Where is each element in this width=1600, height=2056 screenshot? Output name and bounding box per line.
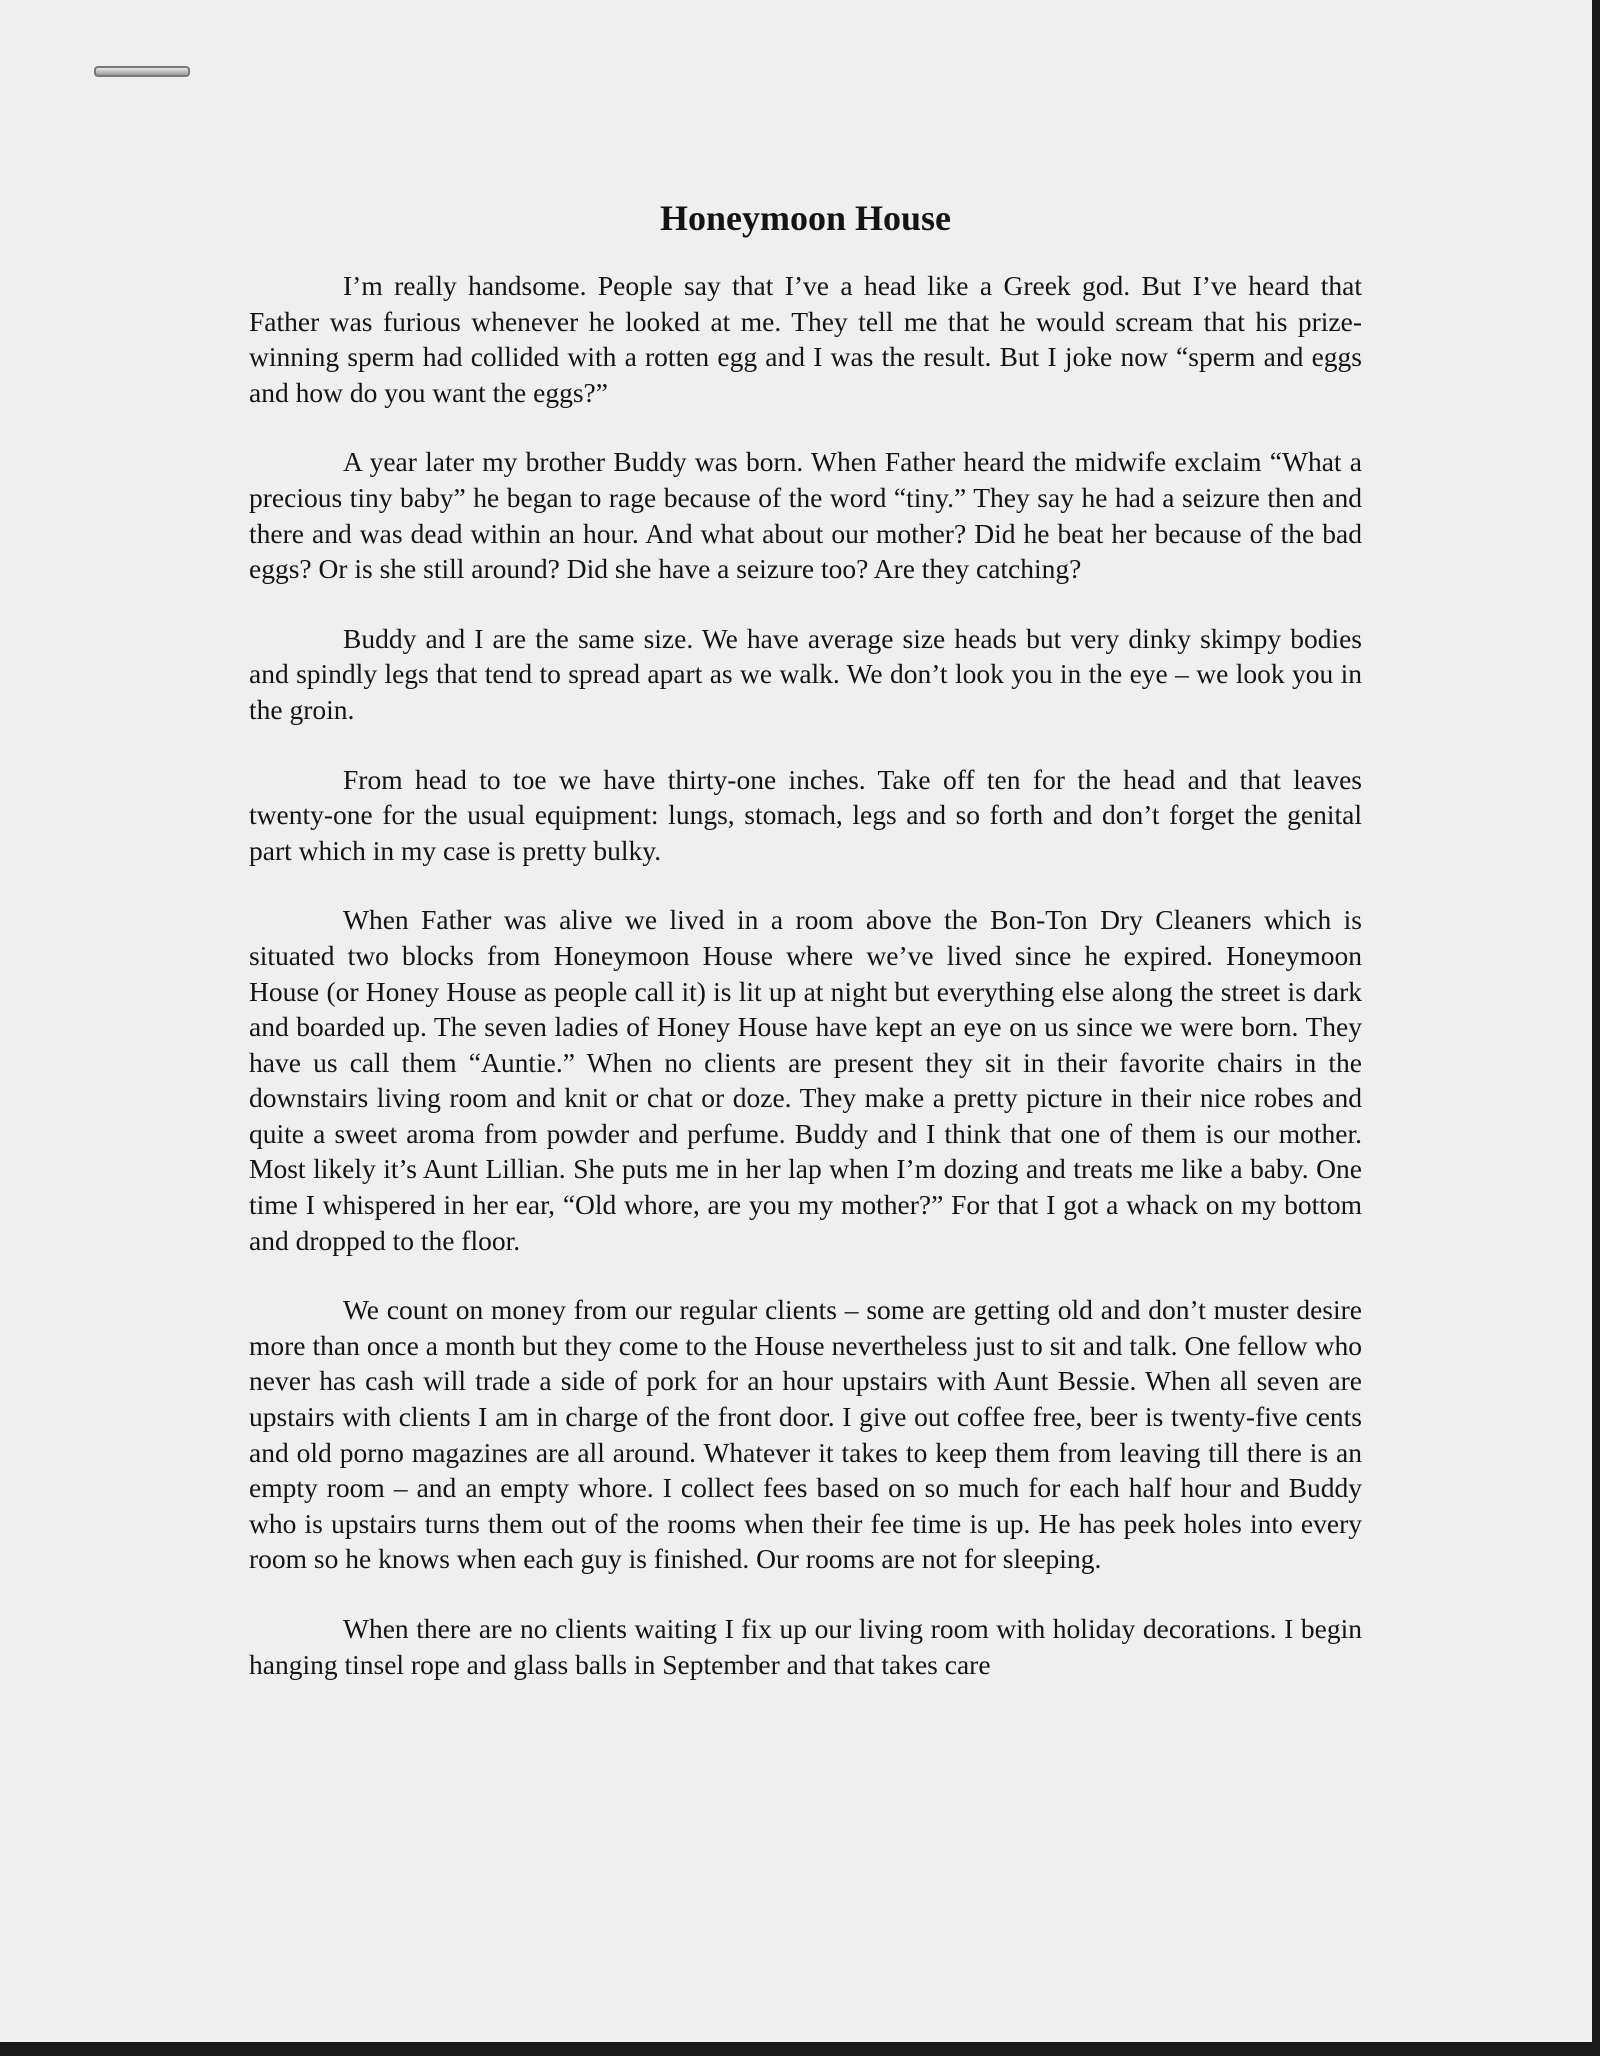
paragraph-7: When there are no clients waiting I fix up our living room with holiday decorations. I begin hanging tinsel rope and glass balls in September and that takes care	[249, 1613, 1362, 1680]
document-body	[249, 196, 1362, 1716]
document-title: Honeymoon House	[659, 198, 952, 238]
paragraph-3: Buddy and I are the same size. We have average size heads but very dinky skimpy bodies and spindly legs that tend to spread apart as we walk. We don’t look you in the eye – we look you in the groin.	[249, 622, 1362, 725]
paragraph-2: A year later my brother Buddy was born. When Father heard the midwife exclaim “What a precious tiny baby” he began to rage because of the word “tiny.” They say he had a seizure then and there and was dead within an hour. And what about our mother? Did he beat her because of the bad eggs? Or is she still around? Did she have a seizure too? Are they catching?	[249, 446, 1362, 585]
paragraph-1: I’m really handsome. People say that I’ve a head like a Greek god. But I’ve heard that Father was furious whenever he looked at me. They tell me that he would scream that his prize-winning sperm had collided with a rotten egg and I was the result. But I joke now “sperm and eggs and how do you want the eggs?”	[249, 270, 1362, 408]
paragraph-4: From head to toe we have thirty-one inches. Take off ten for the head and that leaves twenty-one for the usual equipment: lungs, stomach, legs and so forth and don’t forget the genital part which in my case is pretty bulky.	[249, 763, 1362, 866]
paragraph-5: When Father was alive we lived in a room above the Bon-Ton Dry Cleaners which is situated two blocks from Honeymoon House where we’ve lived since he expired. Honeymoon House (or Honey House as people call it) is lit up at night but everything else along the street is dark and boarded up. The seven ladies of Honey House have kept an eye on us since we were born. They have us call them “Auntie.” When no clients are present they sit in their favorite chairs in the downstairs living room and knit or chat or doze. They make a pretty picture in their nice robes and quite a sweet aroma from powder and perfume. Buddy and I think that one of them is our mother. Most likely it’s Aunt Lillian. She puts me in her lap when I’m dozing and treats me like a baby. One time I whispered in her ear, “Old whore, are you my mother?” For that I got a whack on my bottom and dropped to the floor.	[249, 904, 1362, 1256]
staple	[94, 66, 190, 77]
paragraph-6: We count on money from our regular clients – some are getting old and don’t muster desire more than once a month but they come to the House nevertheless just to sit and talk. One fellow who never has cash will trade a side of pork for an hour upstairs with Aunt Bessie. When all seven are upstairs with clients I am in charge of the front door. I give out coffee free, beer is twenty-five cents and old porno magazines are all around. Whatever it takes to keep them from leaving till there is an empty room – and an empty whore. I collect fees based on so much for each half hour and Buddy who is upstairs turns them out of the rooms when their fee time is up. He has peek holes into every room so he knows when each guy is finished. Our rooms are not for sleeping.	[249, 1294, 1362, 1575]
